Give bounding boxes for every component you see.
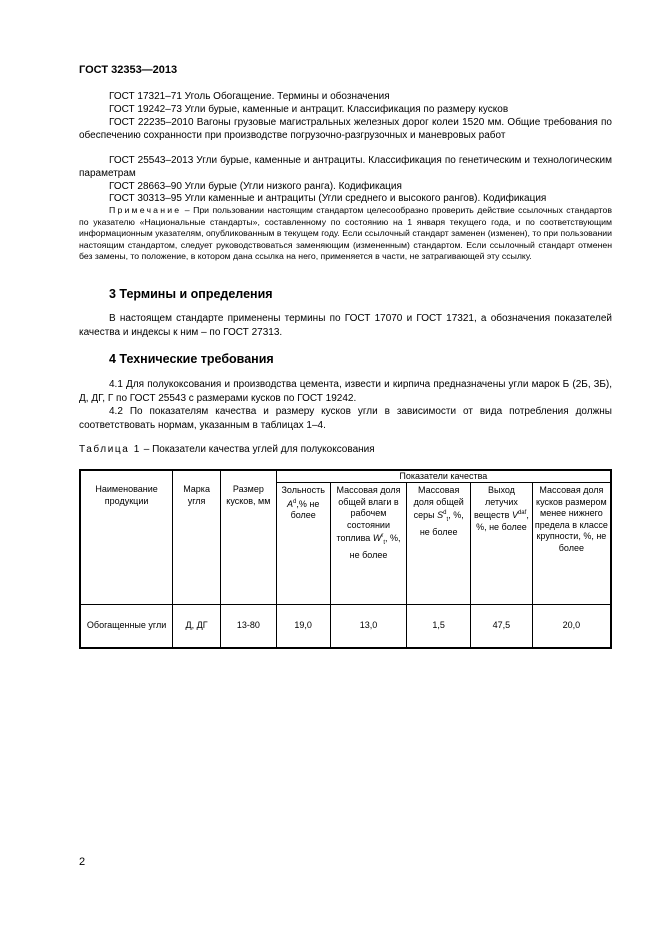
- section-4-title: 4 Технические требования: [109, 352, 274, 366]
- reference-title: Угли бурые (Угли низкого ранга). Кодификация: [181, 181, 402, 192]
- cell-volatile: 47,5: [471, 605, 533, 649]
- note-text: – При пользовании настоящим стандартом целесообразно проверить действие ссылочных стандартов по указателю «Национальные стандарты», составленному по состоянию на 1 января текущего года, и по соответствующим информационным указателям, опубликованным в текущем году. Если ссылочный стандарт заменен (изменен), то при пользовании настоящим стандартом, следует руководствоваться заменяющим (измененным) стандартом. Если ссылочный стандарт отменен без замены, то положение, в котором дана ссылка на него, применяется в части, не затрагивающей эту ссылку.: [79, 205, 612, 262]
- reference-item: [79, 192, 612, 205]
- cell-moisture: 13,0: [330, 605, 407, 649]
- reference-code: ГОСТ 28663–90: [109, 181, 182, 192]
- reference-code: ГОСТ 25543–2013: [109, 155, 194, 166]
- section-3-title: 3 Термины и определения: [109, 287, 273, 301]
- table-row: [80, 605, 611, 649]
- reference-code: ГОСТ 22235–2010: [109, 117, 194, 128]
- reference-title: Угли каменные и антрациты (Угли среднего и высокого рангов). Кодификация: [181, 193, 547, 204]
- header-quality-group: Показатели качества: [276, 470, 611, 483]
- table-caption-text: – Показатели качества углей для полукоксования: [140, 444, 375, 455]
- header-grade: Марка угля: [173, 470, 221, 605]
- header-volatile: Выход летучих веществ $V^{daf}$, %, не более: [471, 483, 533, 605]
- header-sulfur: Массовая доля общей серы $S^d_t$, %, не более: [407, 483, 471, 605]
- reference-item: [79, 103, 612, 116]
- reference-item: [79, 90, 612, 103]
- page-number: 2: [79, 856, 86, 868]
- quality-table: [79, 469, 612, 649]
- reference-code: ГОСТ 19242–73: [109, 104, 182, 115]
- cell-size: 13-80: [220, 605, 276, 649]
- note-label: Примечание: [109, 205, 182, 215]
- reference-title: Угли бурые, каменные и антрациты. Классификация по генетическим и технологическим параметрам: [79, 155, 612, 180]
- cell-fines: 20,0: [532, 605, 611, 649]
- reference-code: ГОСТ 17321–71: [109, 91, 182, 102]
- note: [79, 205, 612, 263]
- reference-code: ГОСТ 30313–95: [109, 193, 182, 204]
- document-header: ГОСТ 32353—2013: [79, 64, 178, 76]
- section-4-paragraph-1: 4.1 Для полукоксования и производства цемента, извести и кирпича предназначены угли марок Б (2Б, 3Б), Д, ДГ, Г по ГОСТ 25543 с размерами кусков по ГОСТ 19242.: [79, 379, 612, 404]
- reference-title: Уголь Обогащение. Термины и обозначения: [181, 91, 390, 102]
- header-product: Наименование продукции: [80, 470, 173, 605]
- reference-title: Вагоны грузовые магистральных железных дорог колеи 1520 мм. Общие требования по обеспечению сохранности при производстве погрузочно-разгрузочных и маневровых работ: [79, 117, 612, 142]
- table-caption-label: Таблица 1: [79, 444, 141, 455]
- section-4-paragraph-2: 4.2 По показателям качества и размеру кусков угли в зависимости от вида потребления должны соответствовать нормам, указанным в таблицах 1–4.: [79, 406, 612, 431]
- header-ash: Зольность $A^d,\%$ не более: [276, 483, 330, 605]
- cell-grade: Д, ДГ: [173, 605, 221, 649]
- header-moisture: Массовая доля общей влаги в рабочем состоянии топлива $W^r_t$, %, не более: [330, 483, 407, 605]
- cell-product: Обогащенные угли: [80, 605, 173, 649]
- reference-title: Угли бурые, каменные и антрацит. Классификация по размеру кусков: [181, 104, 509, 115]
- header-size: Размер кусков, мм: [220, 470, 276, 605]
- reference-item: [79, 116, 612, 143]
- reference-item: [79, 154, 612, 181]
- cell-sulfur: 1,5: [407, 605, 471, 649]
- header-fines: Массовая доля кусков размером менее нижнего предела в классе крупности, %, не более: [532, 483, 611, 605]
- table-caption: [79, 444, 375, 455]
- section-3-text: В настоящем стандарте применены термины по ГОСТ 17070 и ГОСТ 17321, а обозначения показателей качества и индексы к ним – по ГОСТ 27313.: [79, 313, 612, 338]
- cell-ash: 19,0: [276, 605, 330, 649]
